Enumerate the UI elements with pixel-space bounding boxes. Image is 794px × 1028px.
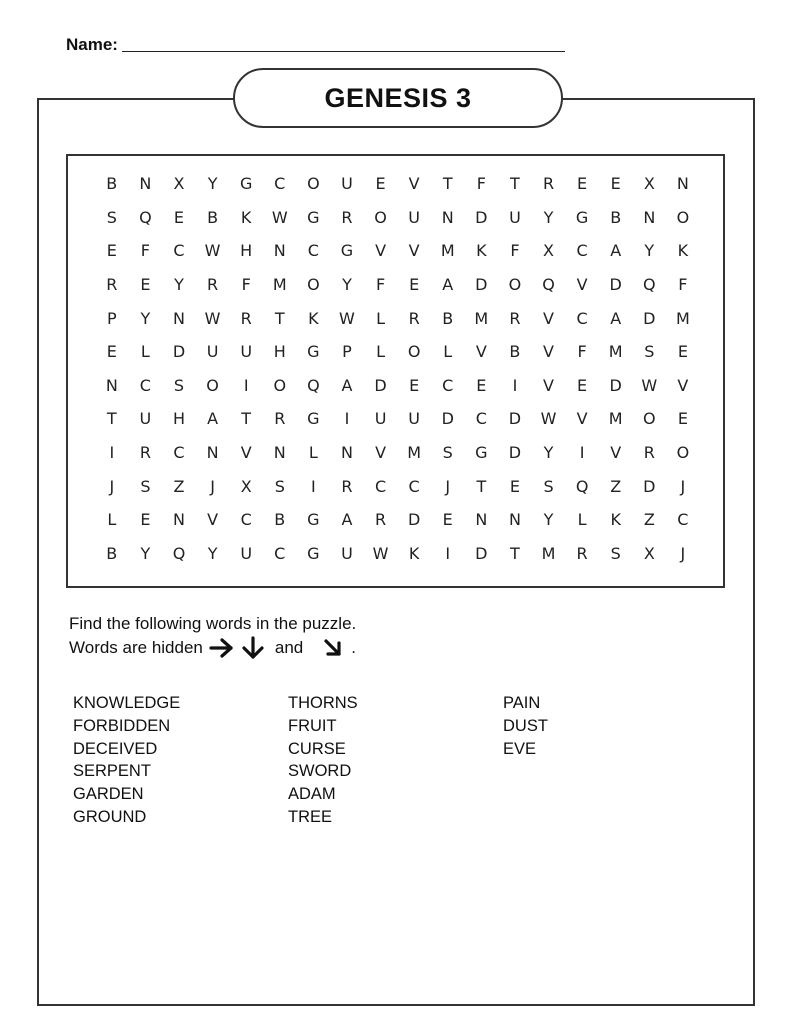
- grid-cell[interactable]: D: [643, 476, 656, 496]
- grid-cell[interactable]: N: [340, 443, 353, 463]
- grid-cell[interactable]: V: [677, 375, 689, 395]
- grid-cell[interactable]: F: [476, 174, 486, 194]
- grid-cell[interactable]: W: [372, 543, 389, 563]
- grid-cell[interactable]: N: [508, 510, 521, 530]
- grid-cell[interactable]: C: [139, 375, 151, 395]
- grid-cell[interactable]: N: [105, 375, 118, 395]
- grid-cell[interactable]: M: [541, 543, 556, 563]
- grid-cell[interactable]: U: [408, 207, 420, 227]
- grid-cell[interactable]: A: [341, 375, 353, 395]
- word-list-column-1: [73, 692, 180, 829]
- grid-cell[interactable]: J: [680, 476, 686, 496]
- grid-cell[interactable]: D: [441, 409, 454, 429]
- grid-cell[interactable]: D: [508, 443, 522, 463]
- instructions-prefix: Words are hidden: [69, 638, 203, 657]
- word-item: DUST: [503, 716, 548, 735]
- grid-cell[interactable]: B: [106, 543, 118, 563]
- grid-cell[interactable]: R: [341, 476, 353, 496]
- grid-cell[interactable]: J: [109, 476, 115, 496]
- grid-cell[interactable]: G: [575, 207, 589, 227]
- grid-cell[interactable]: S: [274, 476, 285, 496]
- grid-cell[interactable]: N: [441, 207, 454, 227]
- grid-cell[interactable]: C: [677, 510, 689, 530]
- grid-cell[interactable]: C: [576, 308, 588, 328]
- grid-cell[interactable]: M: [407, 443, 422, 463]
- grid-cell[interactable]: D: [609, 275, 622, 295]
- word-item: SERPENT: [73, 762, 151, 781]
- grid-cell[interactable]: W: [271, 207, 288, 227]
- grid-cell[interactable]: O: [273, 375, 287, 395]
- grid-cell[interactable]: V: [543, 375, 554, 395]
- grid-cell[interactable]: O: [508, 275, 522, 295]
- grid-cell[interactable]: P: [342, 342, 352, 362]
- grid-cell[interactable]: D: [508, 409, 522, 429]
- grid-cell[interactable]: B: [442, 308, 454, 328]
- grid-cell[interactable]: V: [543, 342, 554, 362]
- grid-cell[interactable]: Q: [542, 275, 555, 295]
- grid-cell[interactable]: L: [577, 510, 587, 530]
- grid-cell[interactable]: W: [339, 308, 355, 328]
- grid-cell[interactable]: R: [139, 443, 151, 463]
- word-list-column-3: [503, 692, 548, 760]
- grid-cell[interactable]: R: [374, 510, 387, 530]
- word-item: TREE: [288, 807, 333, 826]
- grid-cell[interactable]: R: [240, 308, 252, 328]
- title-banner: [233, 68, 563, 128]
- grid-cell[interactable]: N: [139, 174, 152, 194]
- grid-cell[interactable]: E: [442, 510, 453, 530]
- grid-cell[interactable]: D: [407, 510, 421, 530]
- word-item: GARDEN: [73, 785, 144, 804]
- grid-cell[interactable]: L: [443, 342, 453, 362]
- word-list-column-2: [288, 692, 358, 829]
- grid-cell[interactable]: E: [409, 275, 420, 295]
- grid-cell[interactable]: Q: [307, 375, 320, 395]
- grid-cell[interactable]: R: [408, 308, 420, 328]
- grid-cell[interactable]: R: [542, 174, 555, 194]
- grid-cell[interactable]: E: [375, 174, 386, 194]
- grid-cell[interactable]: R: [341, 207, 353, 227]
- word-item: DECEIVED: [73, 739, 158, 758]
- grid-cell[interactable]: V: [408, 174, 420, 194]
- grid-cell[interactable]: M: [608, 409, 623, 429]
- grid-cell[interactable]: Y: [140, 308, 151, 328]
- grid-cell[interactable]: B: [207, 207, 219, 227]
- grid-cell[interactable]: A: [610, 241, 622, 261]
- instructions-period: .: [351, 638, 356, 657]
- name-input-line[interactable]: [122, 50, 565, 52]
- grid-cell[interactable]: R: [509, 308, 521, 328]
- grid-cell[interactable]: W: [204, 241, 221, 261]
- grid-cell[interactable]: F: [577, 342, 587, 362]
- grid-cell[interactable]: R: [106, 275, 118, 295]
- grid-cell[interactable]: A: [207, 409, 219, 429]
- grid-cell[interactable]: E: [106, 342, 117, 362]
- grid-cell[interactable]: H: [273, 342, 286, 362]
- grid-cell[interactable]: T: [510, 174, 520, 194]
- grid-cell[interactable]: T: [442, 174, 453, 194]
- grid-cell[interactable]: S: [173, 375, 185, 395]
- grid-cell[interactable]: L: [308, 443, 318, 463]
- word-item: FRUIT: [288, 716, 337, 735]
- grid-cell[interactable]: G: [307, 207, 320, 227]
- grid-cell[interactable]: K: [476, 241, 487, 261]
- grid-cell[interactable]: E: [577, 174, 588, 194]
- grid-cell[interactable]: R: [643, 443, 655, 463]
- grid-cell[interactable]: S: [543, 476, 554, 496]
- grid-cell[interactable]: G: [307, 409, 320, 429]
- grid-cell[interactable]: C: [173, 443, 185, 463]
- grid-cell[interactable]: N: [173, 510, 185, 530]
- grid-cell[interactable]: E: [106, 241, 117, 261]
- right-arrow-icon: [209, 637, 235, 659]
- grid-cell[interactable]: V: [576, 275, 588, 295]
- grid-cell[interactable]: O: [307, 275, 320, 295]
- grid-cell[interactable]: Y: [543, 443, 554, 463]
- instructions-line-1: Find the following words in the puzzle.: [69, 614, 357, 633]
- grid-cell[interactable]: F: [375, 275, 386, 295]
- grid-cell[interactable]: V: [576, 409, 588, 429]
- grid-cell[interactable]: V: [475, 342, 487, 362]
- grid-cell[interactable]: R: [207, 275, 219, 295]
- grid-cell[interactable]: N: [206, 443, 219, 463]
- grid-cell[interactable]: C: [442, 375, 454, 395]
- grid-cell[interactable]: N: [273, 241, 286, 261]
- grid-cell[interactable]: T: [241, 409, 252, 429]
- grid-cell[interactable]: S: [106, 207, 117, 227]
- grid-cell[interactable]: O: [407, 342, 421, 362]
- grid-cell[interactable]: K: [610, 510, 621, 530]
- grid-cell[interactable]: U: [509, 207, 521, 227]
- grid-cell[interactable]: E: [476, 375, 487, 395]
- grid-cell[interactable]: J: [210, 476, 215, 496]
- grid-cell[interactable]: U: [139, 409, 152, 429]
- grid-cell[interactable]: M: [474, 308, 489, 328]
- grid-cell[interactable]: A: [610, 308, 622, 328]
- grid-cell[interactable]: V: [375, 443, 387, 463]
- grid-cell[interactable]: F: [678, 275, 688, 295]
- grid-cell[interactable]: V: [543, 308, 554, 328]
- grid-cell[interactable]: C: [408, 476, 420, 496]
- grid-cell[interactable]: S: [442, 443, 453, 463]
- grid-cell[interactable]: V: [375, 241, 387, 261]
- grid-cell[interactable]: D: [475, 275, 488, 295]
- grid-cell[interactable]: V: [207, 510, 219, 530]
- name-field-row: [66, 31, 565, 55]
- grid-cell[interactable]: W: [540, 409, 557, 429]
- grid-cell[interactable]: T: [274, 308, 285, 328]
- grid-cell[interactable]: E: [173, 207, 185, 227]
- grid-cell[interactable]: Z: [610, 476, 622, 496]
- grid-cell[interactable]: G: [307, 510, 320, 530]
- grid-cell[interactable]: W: [204, 308, 221, 328]
- grid-cell[interactable]: O: [374, 207, 387, 227]
- grid-cell[interactable]: C: [173, 241, 185, 261]
- grid-cell[interactable]: Y: [140, 543, 151, 563]
- word-item: FORBIDDEN: [73, 716, 171, 735]
- grid-cell[interactable]: T: [106, 409, 117, 429]
- grid-cell[interactable]: J: [445, 476, 451, 496]
- grid-cell[interactable]: S: [140, 476, 151, 496]
- grid-cell[interactable]: S: [610, 543, 621, 563]
- grid-cell[interactable]: S: [644, 342, 655, 362]
- grid-cell[interactable]: B: [274, 510, 286, 530]
- grid-cell[interactable]: M: [440, 241, 455, 261]
- grid-cell[interactable]: C: [240, 510, 252, 530]
- word-item: CURSE: [288, 739, 346, 758]
- grid-cell[interactable]: C: [307, 241, 319, 261]
- grid-cell[interactable]: M: [608, 342, 623, 362]
- grid-cell[interactable]: O: [676, 207, 690, 227]
- grid-cell[interactable]: K: [408, 543, 420, 563]
- grid-cell[interactable]: T: [476, 476, 487, 496]
- grid-cell[interactable]: L: [107, 510, 117, 530]
- word-item: GROUND: [73, 807, 147, 826]
- grid-cell[interactable]: U: [240, 342, 253, 362]
- grid-cell[interactable]: T: [510, 543, 520, 563]
- grid-cell[interactable]: D: [609, 375, 622, 395]
- grid-cell[interactable]: X: [643, 543, 655, 563]
- grid-cell[interactable]: E: [577, 375, 588, 395]
- grid-cell[interactable]: E: [677, 409, 688, 429]
- word-item: PAIN: [503, 694, 541, 712]
- grid-cell[interactable]: R: [576, 543, 588, 563]
- grid-cell[interactable]: C: [274, 174, 286, 194]
- page-title: GENESIS 3: [324, 82, 472, 113]
- grid-cell[interactable]: I: [109, 443, 115, 463]
- grid-cell[interactable]: D: [475, 207, 488, 227]
- grid-cell[interactable]: U: [240, 543, 253, 563]
- grid-cell[interactable]: U: [206, 342, 219, 362]
- grid-cell[interactable]: O: [206, 375, 219, 395]
- grid-cell[interactable]: C: [274, 543, 286, 563]
- grid-cell[interactable]: D: [475, 543, 488, 563]
- word-item: EVE: [503, 739, 537, 758]
- grid-cell[interactable]: K: [308, 308, 319, 328]
- grid-cell[interactable]: Y: [342, 275, 352, 295]
- grid-cell[interactable]: E: [677, 342, 688, 362]
- grid-cell[interactable]: J: [680, 543, 686, 563]
- grid-cell[interactable]: I: [579, 443, 585, 463]
- grid-cell[interactable]: M: [675, 308, 690, 328]
- instructions: [69, 612, 356, 660]
- word-item: THORNS: [288, 694, 358, 712]
- grid-cell[interactable]: G: [340, 241, 354, 261]
- grid-cell[interactable]: V: [610, 443, 622, 463]
- grid-cell[interactable]: V: [240, 443, 252, 463]
- grid-cell[interactable]: C: [374, 476, 387, 496]
- grid-cell[interactable]: Y: [644, 241, 655, 261]
- grid-cell[interactable]: M: [272, 275, 287, 295]
- grid-cell[interactable]: O: [307, 174, 320, 194]
- grid-cell[interactable]: U: [341, 543, 353, 563]
- grid-cell[interactable]: R: [274, 409, 286, 429]
- down-arrow-icon: [241, 636, 265, 660]
- grid-cell[interactable]: Z: [643, 510, 655, 530]
- grid-cell[interactable]: I: [344, 409, 350, 429]
- grid-cell[interactable]: H: [240, 241, 253, 261]
- word-item: ADAM: [288, 785, 336, 804]
- grid-cell[interactable]: Q: [643, 275, 656, 295]
- instructions-line-2: [69, 636, 356, 660]
- grid-cell[interactable]: Q: [139, 207, 152, 227]
- grid-cell[interactable]: L: [376, 308, 385, 328]
- grid-cell[interactable]: I: [311, 476, 316, 496]
- grid-cell[interactable]: X: [173, 174, 185, 194]
- name-label: Name:: [66, 35, 118, 54]
- grid-cell[interactable]: D: [643, 308, 656, 328]
- grid-cell[interactable]: E: [610, 174, 621, 194]
- grid-cell[interactable]: G: [239, 174, 253, 194]
- grid-cell[interactable]: E: [409, 375, 420, 395]
- grid-cell[interactable]: Y: [207, 543, 218, 563]
- grid-cell[interactable]: E: [509, 476, 520, 496]
- diagonal-down-right-arrow-icon: [323, 638, 343, 658]
- grid-cell[interactable]: F: [510, 241, 520, 261]
- grid-cell[interactable]: U: [341, 174, 353, 194]
- grid-cell[interactable]: Q: [172, 543, 186, 563]
- grid-cell[interactable]: L: [376, 342, 385, 362]
- grid-cell[interactable]: G: [307, 342, 320, 362]
- grid-cell[interactable]: E: [140, 510, 151, 530]
- grid-cell[interactable]: K: [677, 241, 689, 261]
- grid-cell[interactable]: B: [106, 174, 118, 194]
- grid-cell[interactable]: V: [408, 241, 420, 261]
- grid-cell[interactable]: B: [509, 342, 521, 362]
- grid-cell[interactable]: L: [140, 342, 150, 362]
- grid-cell[interactable]: X: [240, 476, 252, 496]
- grid-cell[interactable]: K: [240, 207, 252, 227]
- grid-cell[interactable]: X: [543, 241, 554, 261]
- grid-cell[interactable]: C: [576, 241, 588, 261]
- grid-cell[interactable]: E: [140, 275, 151, 295]
- word-item: SWORD: [288, 762, 352, 781]
- grid-cell[interactable]: I: [243, 375, 249, 395]
- grid-cell[interactable]: O: [676, 443, 690, 463]
- grid-cell[interactable]: N: [273, 443, 286, 463]
- grid-cell[interactable]: Y: [174, 275, 184, 295]
- grid-cell[interactable]: N: [475, 510, 488, 530]
- grid-cell[interactable]: G: [307, 543, 320, 563]
- grid-cell[interactable]: Z: [173, 476, 185, 496]
- grid-cell[interactable]: C: [475, 409, 487, 429]
- grid-cell[interactable]: Y: [543, 510, 554, 530]
- grid-cell[interactable]: Q: [575, 476, 589, 496]
- letter-grid: [95, 167, 700, 570]
- grid-cell[interactable]: O: [643, 409, 656, 429]
- grid-cell[interactable]: H: [172, 409, 185, 429]
- grid-cell[interactable]: N: [173, 308, 185, 328]
- grid-cell[interactable]: A: [341, 510, 353, 530]
- grid-cell[interactable]: N: [676, 174, 689, 194]
- grid-cell[interactable]: F: [241, 275, 251, 295]
- grid-cell[interactable]: I: [512, 375, 518, 395]
- word-item: KNOWLEDGE: [73, 694, 181, 712]
- grid-cell[interactable]: G: [475, 443, 488, 463]
- grid-cell[interactable]: X: [643, 174, 655, 194]
- grid-cell[interactable]: D: [374, 375, 387, 395]
- grid-cell[interactable]: U: [408, 409, 420, 429]
- instructions-and: and: [274, 638, 304, 657]
- grid-cell[interactable]: I: [445, 543, 451, 563]
- grid-cell[interactable]: W: [641, 375, 658, 395]
- grid-cell[interactable]: U: [374, 409, 387, 429]
- grid-cell[interactable]: N: [643, 207, 656, 227]
- grid-cell[interactable]: F: [140, 241, 150, 261]
- grid-cell[interactable]: Y: [543, 207, 554, 227]
- grid-cell[interactable]: A: [442, 275, 454, 295]
- grid-cell[interactable]: P: [106, 308, 117, 328]
- grid-cell[interactable]: D: [172, 342, 186, 362]
- grid-cell[interactable]: Y: [207, 174, 218, 194]
- grid-cell[interactable]: B: [610, 207, 622, 227]
